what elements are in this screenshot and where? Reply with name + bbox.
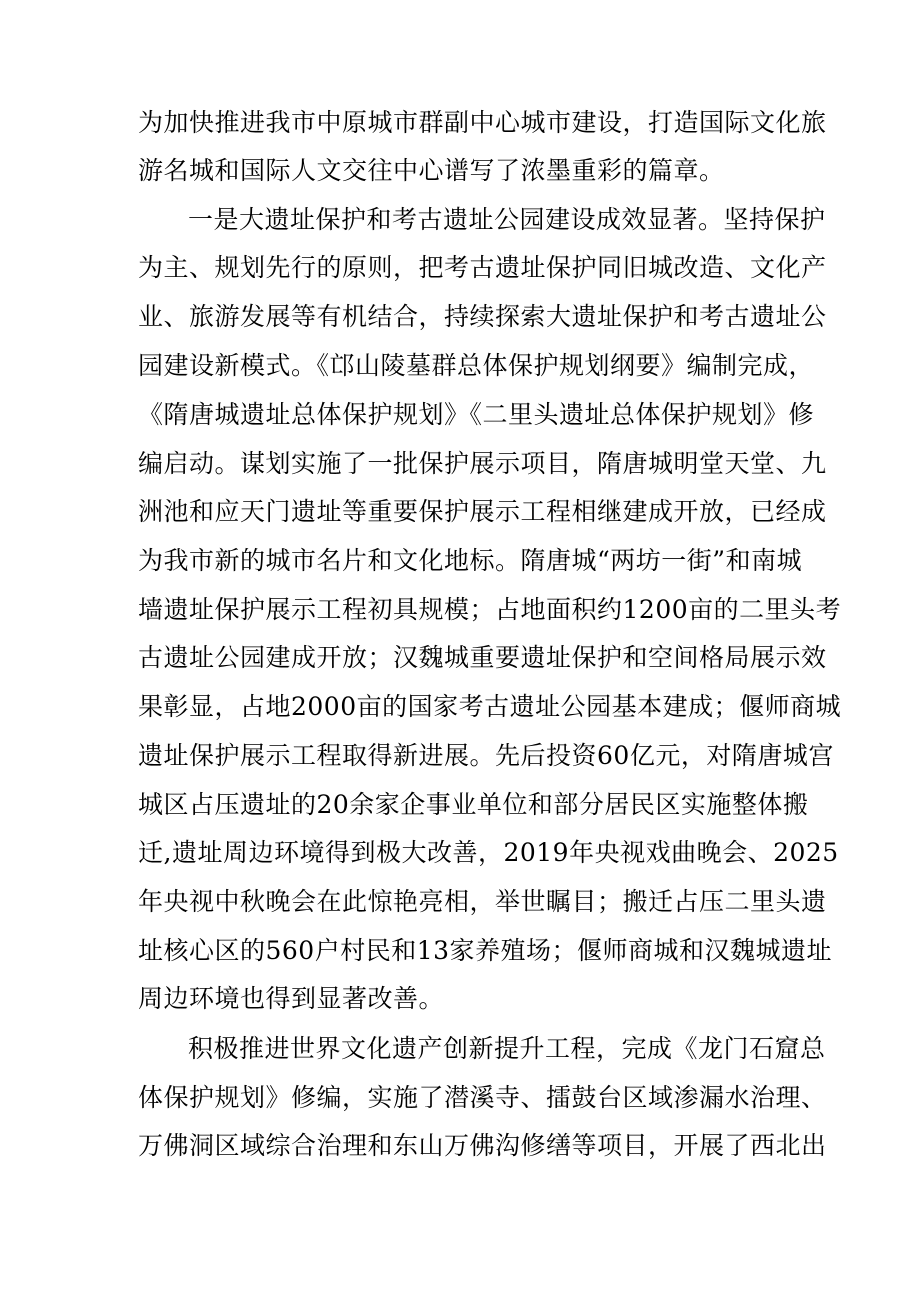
text-line: 业、旅游发展等有机结合，持续探索大遗址保护和考古遗址公: [138, 302, 827, 331]
text-line: 《隋唐城遗址总体保护规划》《二里头遗址总体保护规划》修: [138, 400, 815, 429]
text-line: 果彰显，占地2000亩的国家考古遗址公园基本建成；偃师商城: [138, 692, 842, 721]
text-line: 遗址保护展示工程取得新进展。先后投资60亿元，对隋唐城宫: [138, 741, 834, 770]
text-line: 园建设新模式。《邙山陵墓群总体保护规划纲要》编制完成，: [138, 351, 815, 380]
text-line: 古遗址公园建成开放；汉魏城重要遗址保护和空间格局展示效: [138, 643, 827, 672]
text-line: 址核心区的560户村民和13家养殖场；偃师商城和汉魏城遗址: [138, 936, 833, 965]
text-line: 编启动。谋划实施了一批保护展示项目，隋唐城明堂天堂、九: [138, 449, 827, 478]
text-line: 游名城和国际人文交往中心谱写了浓墨重彩的篇章。: [138, 156, 725, 185]
text-line: 周边环境也得到显著改善。: [138, 984, 445, 1013]
text-line: 洲池和应天门遗址等重要保护展示工程相继建成开放，已经成: [138, 497, 827, 526]
text-line: 城区占压遗址的20余家企事业单位和部分居民区实施整体搬: [138, 790, 809, 819]
text-line: 为主、规划先行的原则，把考古遗址保护同旧城改造、文化产: [138, 253, 827, 282]
text-line: 积极推进世界文化遗产创新提升工程，完成《龙门石窟总: [188, 1034, 826, 1063]
text-line: 一是大遗址保护和考古遗址公园建设成效显著。坚持保护: [188, 205, 826, 234]
text-line: 体保护规划》修编，实施了潜溪寺、擂鼓台区域渗漏水治理、: [138, 1083, 827, 1112]
text-line: 为加快推进我市中原城市群副中心城市建设，打造国际文化旅: [138, 108, 827, 137]
text-line: 万佛洞区域综合治理和东山万佛沟修缮等项目，开展了西北出: [138, 1131, 827, 1160]
text-line: 迁,遗址周边环境得到极大改善，2019年央视戏曲晚会、2025: [138, 838, 839, 867]
text-line: 为我市新的城市名片和文化地标。隋唐城“两坊一街”和南城: [138, 546, 803, 575]
text-line: 墙遗址保护展示工程初具规模；占地面积约1200亩的二里头考: [138, 595, 842, 624]
text-line: 年央视中秋晚会在此惊艳亮相，举世瞩目；搬迁占压二里头遗: [138, 887, 827, 916]
